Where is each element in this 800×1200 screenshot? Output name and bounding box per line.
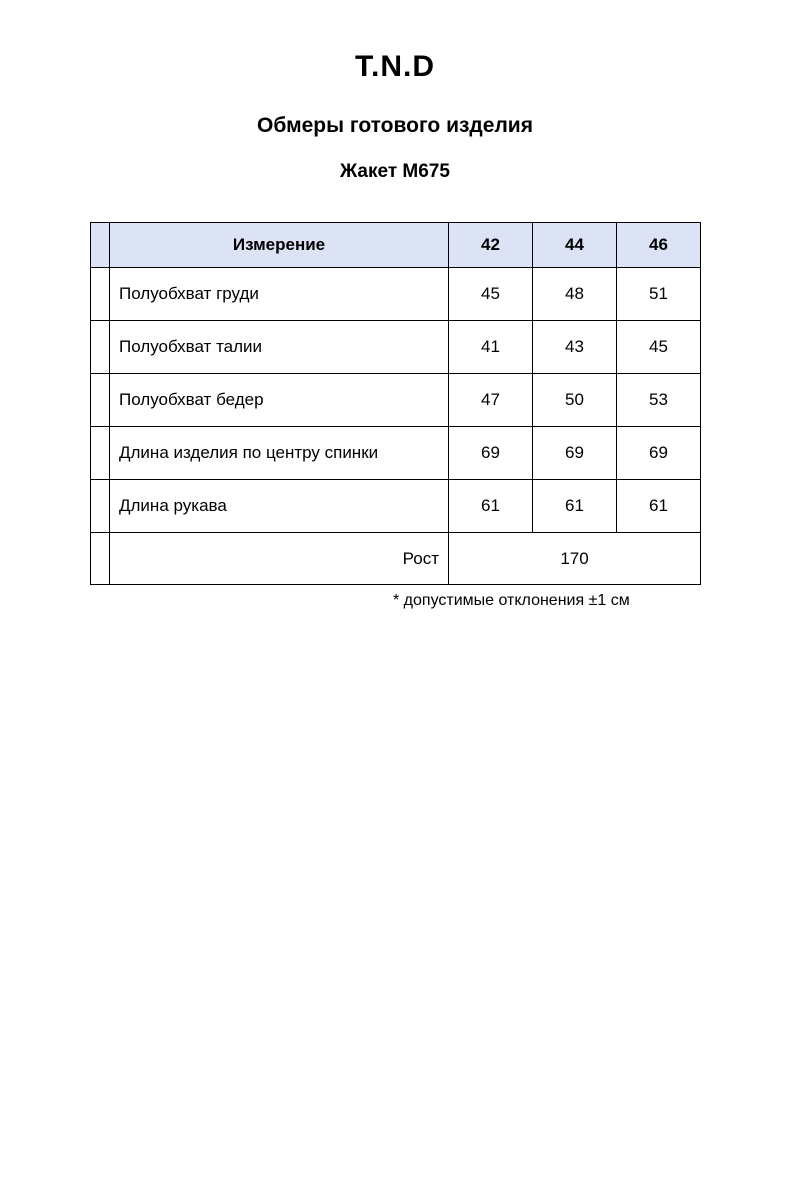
table-row xyxy=(91,268,701,321)
row-value: 45 xyxy=(617,321,701,374)
header-measure: Измерение xyxy=(110,223,449,268)
row-value: 45 xyxy=(449,268,533,321)
row-value: 43 xyxy=(533,321,617,374)
row-label: Полуобхват бедер xyxy=(110,374,449,427)
row-gutter-cell xyxy=(91,268,110,321)
tolerance-note: * допустимые отклонения ±1 см xyxy=(393,592,630,609)
header-size-42: 42 xyxy=(449,223,533,268)
row-value: 61 xyxy=(617,480,701,533)
brand-name: T.N.D xyxy=(355,50,435,83)
row-gutter-cell xyxy=(91,480,110,533)
row-value: 61 xyxy=(533,480,617,533)
header-size-46: 46 xyxy=(617,223,701,268)
row-value: 69 xyxy=(533,427,617,480)
row-value: 47 xyxy=(449,374,533,427)
row-label: Длина рукава xyxy=(110,480,449,533)
row-label: Полуобхват талии xyxy=(110,321,449,374)
table-row xyxy=(91,427,701,480)
row-value: 48 xyxy=(533,268,617,321)
height-label: Рост xyxy=(110,533,449,585)
table-row xyxy=(91,321,701,374)
product-name: Жакет М675 xyxy=(340,161,450,182)
row-gutter-cell xyxy=(91,533,110,585)
height-value: 170 xyxy=(449,533,701,585)
row-value: 53 xyxy=(617,374,701,427)
row-value: 50 xyxy=(533,374,617,427)
table-header-row xyxy=(91,223,701,268)
row-label: Длина изделия по центру спинки xyxy=(110,427,449,480)
row-value: 61 xyxy=(449,480,533,533)
row-value: 69 xyxy=(617,427,701,480)
row-gutter-cell xyxy=(91,321,110,374)
row-value: 41 xyxy=(449,321,533,374)
row-value: 51 xyxy=(617,268,701,321)
header-gutter-cell xyxy=(91,223,110,268)
row-gutter-cell xyxy=(91,427,110,480)
page-title: Обмеры готового изделия xyxy=(257,114,533,137)
measurements-table xyxy=(90,222,701,585)
table-footer-row xyxy=(91,533,701,585)
table-row xyxy=(91,480,701,533)
row-value: 69 xyxy=(449,427,533,480)
row-label: Полуобхват груди xyxy=(110,268,449,321)
table-row xyxy=(91,374,701,427)
header-size-44: 44 xyxy=(533,223,617,268)
row-gutter-cell xyxy=(91,374,110,427)
